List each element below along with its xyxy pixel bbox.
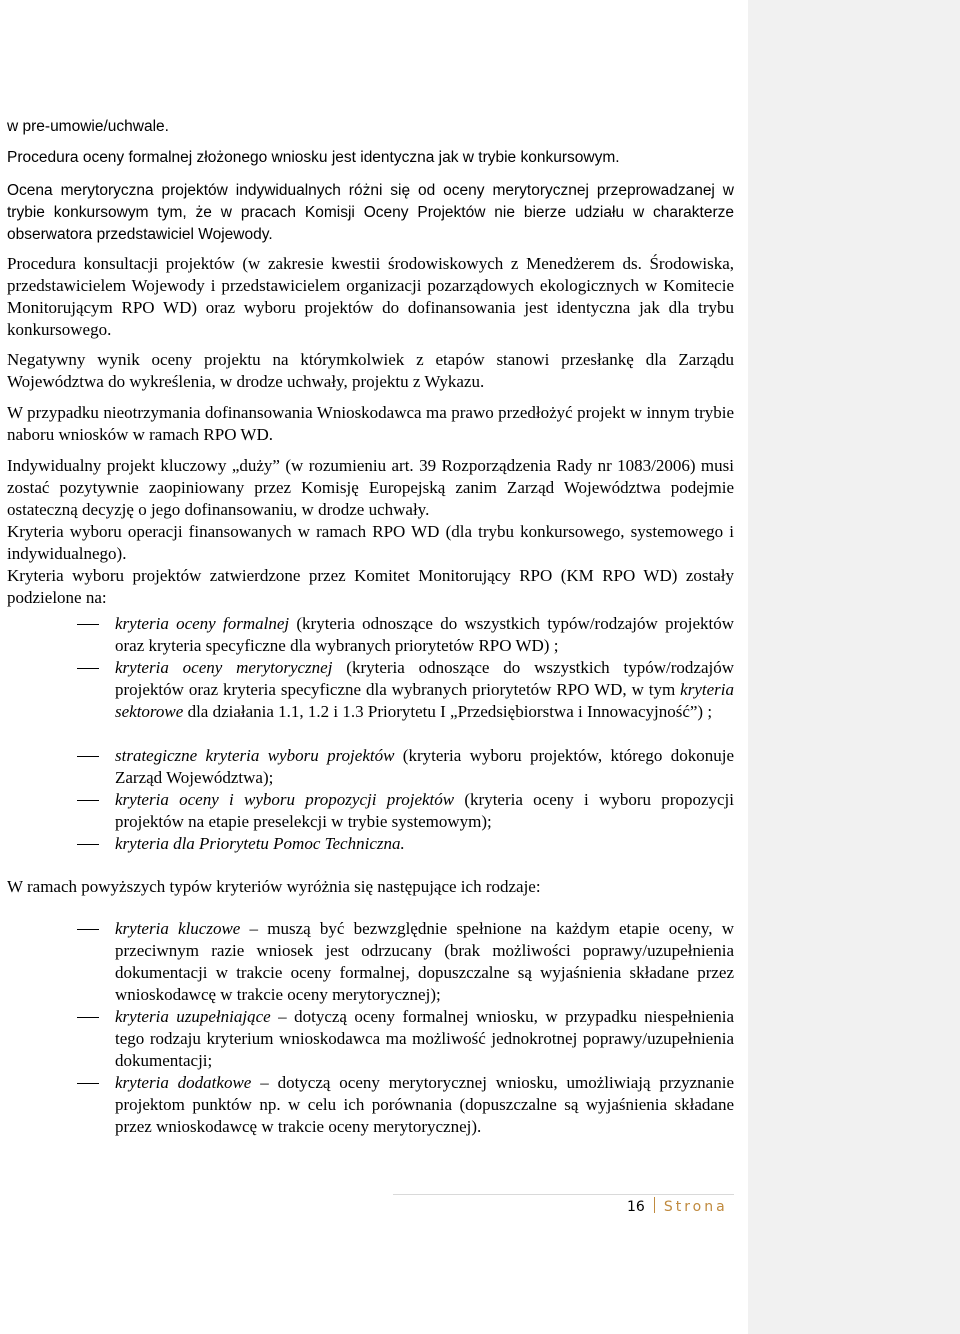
paragraph-10: W ramach powyższych typów kryteriów wyróżnia się następujące ich rodzaje: bbox=[7, 877, 541, 896]
criteria-term: kryteria uzupełniające bbox=[115, 1007, 271, 1026]
criteria-description: (kryteria oceny i wyboru propozycji projektów na etapie preselekcji w trybie systemowym); bbox=[115, 790, 734, 831]
criteria-term: kryteria dla Priorytetu Pomoc Techniczna. bbox=[115, 834, 405, 853]
dash-bullet bbox=[77, 800, 99, 801]
paragraph-7: Indywidualny projekt kluczowy „duży” (w rozumieniu art. 39 Rozporządzenia Rady nr 1083/2006) musi zostać pozytywnie zaopiniowany przez Komisję Europejską zanim Zarząd Województwa podejmie ostateczną decyzję o jego dofinansowaniu, w drodze uchwały. bbox=[7, 456, 734, 519]
dash-bullet bbox=[77, 624, 99, 625]
criteria-term: kryteria kluczowe bbox=[115, 919, 241, 938]
criteria-description: (kryteria odnoszące do wszystkich typów/rodzajów projektów oraz kryteria specyficzne dla wybranych priorytetów RPO WD, w tym bbox=[115, 658, 734, 699]
page-footer bbox=[627, 1197, 728, 1217]
paragraph-8: Kryteria wyboru operacji finansowanych w ramach RPO WD (dla trybu konkursowego, systemowego i indywidualnego). bbox=[7, 522, 734, 563]
criteria-term: kryteria dodatkowe bbox=[115, 1073, 252, 1092]
dash-bullet bbox=[77, 1017, 99, 1018]
criteria-description: (kryteria wyboru projektów, którego dokonuje Zarząd Województwa); bbox=[115, 746, 735, 787]
dash-bullet bbox=[77, 1083, 99, 1084]
page-separator bbox=[654, 1197, 655, 1213]
paragraph-3: Ocena merytoryczna projektów indywidualnych różni się od oceny merytorycznej przeprowadzanej w trybie konkursowym tym, że w pracach Komisji Oceny Projektów nie bierze udziału w charakterze obserwatora przedstawiciel Wojewody. bbox=[7, 182, 734, 243]
paragraph-5: Negatywny wynik oceny projektu na którymkolwiek z etapów stanowi przesłankę dla Zarządu Województwa do wykreślenia, w drodze uchwały, projektu z Wykazu. bbox=[7, 350, 734, 391]
dash-bullet bbox=[77, 668, 99, 669]
paragraph-1: w pre-umowie/uchwale. bbox=[7, 118, 169, 135]
paragraph-6: W przypadku nieotrzymania dofinansowania Wnioskodawca ma prawo przedłożyć projekt w innym trybie naboru wniosków w ramach RPO WD. bbox=[7, 403, 734, 444]
paragraph-4: Procedura konsultacji projektów (w zakresie kwestii środowiskowych z Menedżerem ds. Środowiska, przedstawicielem Wojewody i przedstawicielem organizacji pozarządowych ekologicznych w Komitecie Monitorującym RPO WD) oraz wyboru projektów do dofinansowania jest identyczna jak dla trybu konkursowego. bbox=[7, 254, 734, 339]
footer-rule bbox=[393, 1194, 734, 1195]
dash-bullet bbox=[77, 929, 99, 930]
dash-bullet bbox=[77, 844, 99, 845]
criteria-term-sector: kryteria sektorowe bbox=[115, 680, 734, 721]
criteria-description: – dotyczą oceny formalnej wniosku, w przypadku niespełnienia tego rodzaju kryterium wnioskodawca ma możliwość jednokrotnej poprawy/uzupełnienia dokumentacji; bbox=[115, 1007, 734, 1070]
criteria-term: kryteria oceny formalnej bbox=[115, 614, 290, 633]
comment-pane bbox=[748, 0, 960, 1334]
paragraph-2: Procedura oceny formalnej złożonego wniosku jest identyczna jak w trybie konkursowym. bbox=[7, 149, 620, 166]
criteria-description: (kryteria odnoszące do wszystkich typów/rodzajów projektów oraz kryteria specyficzne dla wybranych priorytetów RPO WD) ; bbox=[115, 614, 734, 655]
criteria-description: – dotyczą oceny merytorycznej wniosku, umożliwiają przyznanie projektom punktów np. w celu ich porównania (dopuszczalne są wyjaśnienia składane przez wnioskodawcę w trakcie oceny merytorycznej). bbox=[115, 1073, 734, 1136]
paragraph-9: Kryteria wyboru projektów zatwierdzone przez Komitet Monitorujący RPO (KM RPO WD) zostały podzielone na: bbox=[7, 566, 734, 607]
criteria-term: strategiczne kryteria wyboru projektów bbox=[115, 746, 395, 765]
criteria-term: kryteria oceny merytorycznej bbox=[115, 658, 333, 677]
dash-bullet bbox=[77, 756, 99, 757]
criteria-description-sector: dla działania 1.1, 1.2 i 1.3 Priorytetu I „Przedsiębiorstwa i Innowacyjność”) ; bbox=[183, 702, 713, 721]
criteria-description: – muszą być bezwzględnie spełnione na każdym etapie oceny, w przeciwnym razie wniosek jest odrzucany (brak możliwości poprawy/uzupełnienia dokumentacji w trakcie oceny formalnej, dopuszczalne są wyjaśnienia składane przez wnioskodawcę w trakcie oceny merytorycznej); bbox=[115, 919, 734, 1004]
page-number: 16 bbox=[627, 1199, 645, 1215]
page-label: Strona bbox=[663, 1199, 728, 1215]
criteria-term: kryteria oceny i wyboru propozycji projektów bbox=[115, 790, 455, 809]
